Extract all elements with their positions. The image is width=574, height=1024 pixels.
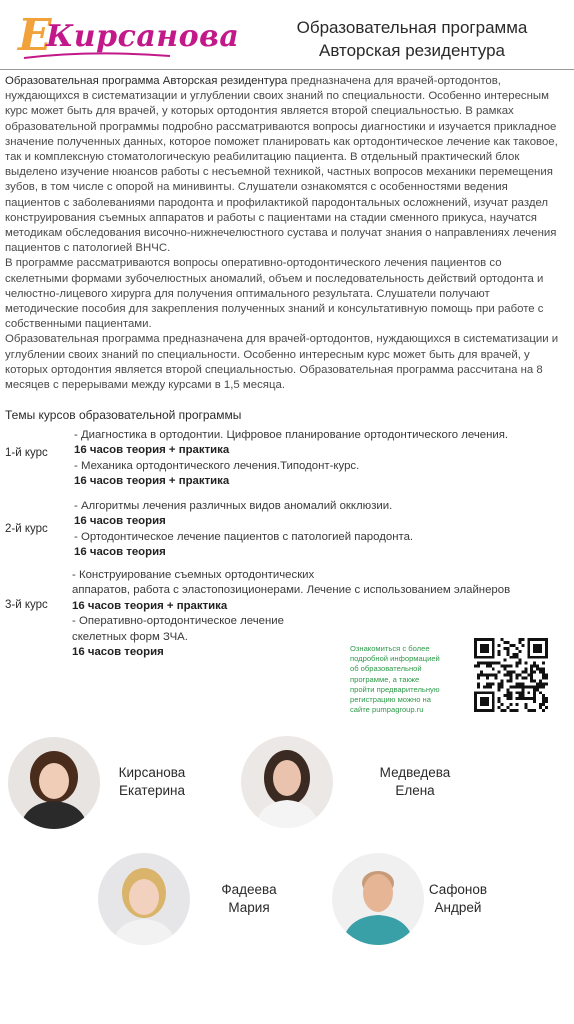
course-3-label: 3-й курс xyxy=(5,599,48,611)
course-3-line-2: аппаратов, работа с эластопозиционерами. Лечение с использованием элайнеров xyxy=(72,584,511,597)
portrait-icon xyxy=(98,853,190,945)
logo-letter: E xyxy=(18,10,52,61)
course-2-line-1: - Алгоритмы лечения различных видов аномалий окклюзии. xyxy=(74,500,393,512)
course-1-line-1: - Диагностика в ортодонтии. Цифровое планирование ортодонтического лечения. xyxy=(74,429,509,441)
qr-code-icon[interactable] xyxy=(474,638,548,712)
promo-line: программе, а также xyxy=(350,674,420,684)
portrait-icon xyxy=(241,736,333,828)
page-title xyxy=(262,16,562,62)
promo-line: Ознакомиться с более xyxy=(350,644,430,653)
promo-line: пройти предварительную xyxy=(350,684,440,694)
course-2-line-3: - Ортодонтическое лечение пациентов с патологией пародонта. xyxy=(74,530,414,543)
person-name-fadeeva xyxy=(179,881,319,917)
person-firstname: Екатерина xyxy=(119,783,185,798)
logo-swoosh-icon xyxy=(22,52,172,60)
intro-lead: Образовательная программа Авторская резидентура xyxy=(5,75,288,87)
course-1-line-4: 16 часов теория + практика xyxy=(74,475,230,488)
intro-text xyxy=(5,74,563,393)
person-surname: Кирсанова xyxy=(118,765,186,780)
course-3-line-3: 16 часов теория + практика xyxy=(72,599,228,612)
brand-logo xyxy=(18,10,240,64)
course-2-line-2: 16 часов теория xyxy=(74,515,166,528)
course-2-label: 2-й курс xyxy=(5,523,48,535)
intro-paragraph-2: В программе рассматриваются вопросы оперативно-ортодонтического лечения пациентов со скелетными формами зубочелюстных аномалий, объем и последовательность действий ортодонта и челюстно-лицевого хирурга для получения оптимального результата. Слушатели получают методические пособия для закрепления полученных знаний и консультативную помощь при работе с собственными пациентами. xyxy=(5,257,544,331)
person-surname: Медведева xyxy=(379,765,451,780)
logo-text: Кирсанова xyxy=(46,19,240,54)
course-1-line-2: 16 часов теория + практика xyxy=(74,444,230,457)
avatar-fadeeva xyxy=(98,853,190,945)
promo-line: регистрацию можно на xyxy=(350,695,431,705)
topics-heading: Темы курсов образовательной программы xyxy=(5,408,242,422)
course-1-content xyxy=(74,428,554,490)
course-3-line-5: скелетных форм ЗЧА. xyxy=(72,630,188,643)
avatar-medvedeva xyxy=(241,736,333,828)
course-3-line-1: - Конструирование съемных ортодонтических xyxy=(72,569,315,581)
intro-paragraph-1 xyxy=(5,74,563,256)
intro-paragraph-3: Образовательная программа предназначена для врачей-ортодонтов, нуждающихся в систематизации и углублении своих знаний по специальности. Особенно интересным курс может быть для врачей, у которых ортодонтия является второй специальностью. Образовательная программа рассчитана на 8 месяцев с перерывами между курсами в 1,5 месяца. xyxy=(5,333,559,392)
promo-line: подробной информацией xyxy=(350,654,440,664)
person-firstname: Елена xyxy=(395,783,435,798)
course-1-label: 1-й курс xyxy=(5,447,48,459)
person-name-kirsanova xyxy=(82,764,222,800)
course-1-line-3: - Механика ортодонтического лечения.Типодонт-курс. xyxy=(74,459,360,472)
course-3-line-4: - Оперативно-ортодонтическое лечение xyxy=(72,615,285,628)
course-2-line-4: 16 часов теория xyxy=(74,546,166,559)
person-name-safonov xyxy=(388,881,528,917)
promo-line: об образовательной xyxy=(350,664,422,674)
person-firstname: Мария xyxy=(228,900,270,915)
course-2-content xyxy=(74,499,554,561)
promo-line: сайте pumpagroup.ru xyxy=(350,705,424,715)
course-3-line-6: 16 часов теория xyxy=(72,646,164,659)
person-firstname: Андрей xyxy=(434,900,482,915)
person-name-medvedeva xyxy=(345,764,485,800)
intro-p1-rest: предназначена для врачей-ортодонтов, нуждающихся в систематизации и углублении своих знаний по специальности. Особенно интересным курс может быть для врачей, у которых ортодонтия является второй специальностью. В рамках образовательной программы подробно рассматриваются вопросы диагностики и изучается прикладное значение полученных данных, которое поможет планировать как ортодонтическое лечение как таковое, так и комплексную стоматологическую реабилитацию пациента. В отдельный практический блок выделено изучение нюансов работы с несъемной техникой, частных вопросов механики перемещения зубов, в том числе с опорой на минивинты. Слушатели ознакомятся с особенностями ведения пациентов с заболеваниями пародонта и профилактикой пародонтальных осложнений, изучат раздел конструирования съемных аппаратов и работы с пациентами на стадии сменного прикуса, научатся методикам обследования височно-нижнечелюстного сустава и получат знания о направлениях лечения пациентов с патологией ВНЧС. xyxy=(5,75,558,255)
page-title-line2: Авторская резидентура xyxy=(319,41,505,60)
promo-text xyxy=(350,644,454,715)
person-surname: Фадеева xyxy=(221,882,277,897)
page-title-line1: Образовательная программа xyxy=(296,18,528,37)
person-surname: Сафонов xyxy=(428,882,488,897)
header-divider xyxy=(0,69,574,70)
